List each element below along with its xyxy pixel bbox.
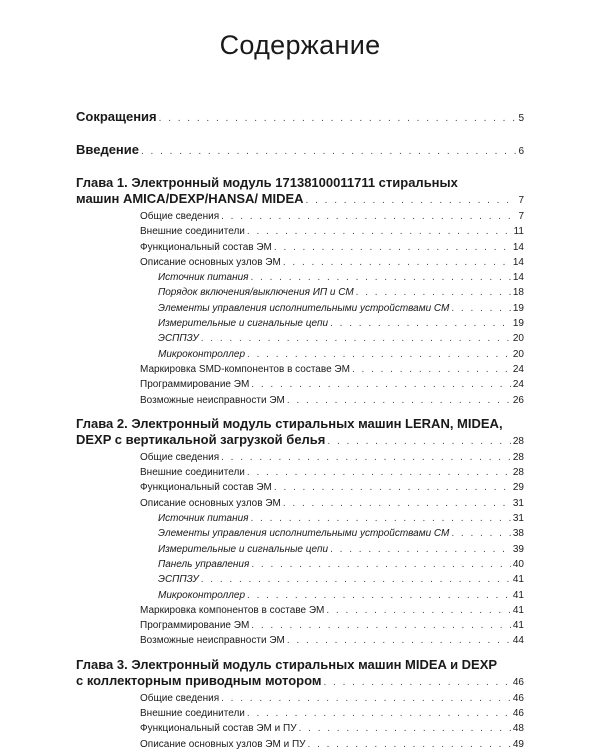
toc-entry-title: Маркировка компонентов в составе ЭМ	[140, 604, 325, 616]
toc-entry-page-number: 40	[512, 558, 524, 570]
toc-entry-page-number: 28	[512, 451, 524, 463]
toc-entry-page-number: 6	[518, 146, 524, 157]
dot-leader	[250, 511, 510, 526]
toc-subsection[interactable]	[76, 450, 524, 465]
dot-leader	[247, 588, 511, 603]
toc-entry-page-number: 14	[512, 256, 524, 268]
toc-entry-page-number: 28	[512, 435, 524, 447]
toc-subsection[interactable]	[76, 633, 524, 648]
page-title: Содержание	[219, 30, 381, 60]
dot-leader	[327, 434, 510, 450]
dot-leader	[283, 496, 511, 511]
dot-leader	[299, 721, 511, 736]
toc-subsection[interactable]	[76, 255, 524, 270]
toc-subsubsection[interactable]	[76, 526, 524, 541]
dot-leader	[247, 224, 512, 239]
toc-entry-page-number: 29	[512, 482, 524, 494]
toc-entry-title: Сокращения	[76, 109, 157, 124]
toc-subsubsection[interactable]	[76, 557, 524, 572]
toc-entry-title: Описание основных узлов ЭМ	[140, 497, 281, 509]
toc-subsubsection[interactable]	[76, 316, 524, 331]
toc-entry-page-number: 24	[512, 379, 524, 391]
toc-entry-title: Микроконтроллер	[158, 589, 246, 601]
toc-entry-title: Введение	[76, 142, 139, 157]
dot-leader	[247, 706, 511, 721]
toc-chapter[interactable]	[76, 175, 524, 209]
toc-entry-title: Программирование ЭМ	[140, 620, 250, 632]
toc-entry-title: Внешние соединители	[140, 226, 245, 238]
toc-entry-title: Описание основных узлов ЭМ	[140, 256, 281, 268]
toc-entry-page-number: 41	[512, 574, 524, 586]
dot-leader	[251, 618, 511, 633]
toc-section[interactable]	[76, 142, 524, 160]
toc-subsection[interactable]	[76, 706, 524, 721]
toc-entry-page-number: 24	[512, 363, 524, 375]
toc-entry-page-number: 20	[512, 348, 524, 360]
toc-subsection[interactable]	[76, 377, 524, 392]
toc-subsection[interactable]	[76, 393, 524, 408]
dot-leader	[221, 450, 511, 465]
dot-leader	[251, 377, 511, 392]
dot-leader	[250, 270, 510, 285]
toc-entry-title: Порядок включения/выключения ИП и СМ	[158, 287, 354, 299]
toc-entry-page-number: 14	[512, 272, 524, 284]
dot-leader	[287, 393, 511, 408]
toc-entry-title: ЭСППЗУ	[158, 574, 199, 586]
dot-leader	[356, 285, 511, 300]
toc-entry-title: машин AMICA/DEXP/HANSA/ MIDEA	[76, 191, 304, 206]
dot-leader	[306, 193, 517, 209]
toc-subsubsection[interactable]	[76, 572, 524, 587]
toc-entry-title: Элементы управления исполнительными устройствами СМ	[158, 302, 450, 314]
toc-entry-page-number: 46	[512, 692, 524, 704]
dot-leader	[247, 347, 511, 362]
toc-entry-page-number: 18	[512, 287, 524, 299]
toc-entry-title: ЭСППЗУ	[158, 333, 199, 345]
toc-entry-title-line1: Глава 1. Электронный модуль 17138100011711 стиральных	[76, 175, 458, 190]
toc-subsubsection[interactable]	[76, 542, 524, 557]
toc-subsubsection[interactable]	[76, 511, 524, 526]
toc-entry-title: Панель управления	[158, 558, 250, 570]
toc-subsubsection[interactable]	[76, 347, 524, 362]
dot-leader	[330, 542, 511, 557]
toc-entry-title: Возможные неисправности ЭМ	[140, 394, 285, 406]
toc-entry-title: Общие сведения	[140, 451, 220, 463]
toc-entry-page-number: 11	[513, 226, 524, 238]
toc-entry-title: DEXP с вертикальной загрузкой белья	[76, 431, 326, 447]
toc-entry-page-number: 26	[512, 394, 524, 406]
toc-subsection[interactable]	[76, 362, 524, 377]
toc-entry-title: Внешние соединители	[140, 467, 245, 479]
dot-leader	[247, 465, 511, 480]
toc-entry-title-line1: Глава 2. Электронный модуль стиральных машин LERAN, MIDEA,	[76, 415, 503, 431]
toc-entry-title: Возможные неисправности ЭМ	[140, 635, 285, 647]
toc-subsubsection[interactable]	[76, 285, 524, 300]
dot-leader	[283, 255, 511, 270]
toc-section[interactable]	[76, 109, 524, 127]
dot-leader	[251, 557, 511, 572]
toc-entry-page-number: 19	[512, 302, 524, 314]
toc-entry-title: Измерительные и сигнальные цепи	[158, 543, 329, 555]
toc-entry-page-number: 44	[512, 635, 524, 647]
toc-entry-page-number: 19	[512, 318, 524, 330]
toc-entry-page-number: 14	[512, 241, 524, 253]
dot-leader	[201, 331, 511, 346]
toc-entry-title: Функциональный состав ЭМ и ПУ	[140, 723, 297, 735]
toc-chapter[interactable]	[76, 416, 524, 450]
toc-entry-title: Общие сведения	[140, 211, 220, 222]
dot-leader	[141, 144, 516, 160]
toc-subsection[interactable]	[76, 465, 524, 480]
toc-entry-page-number: 41	[512, 604, 524, 616]
toc-subsection[interactable]	[76, 240, 524, 255]
toc-entry-title: Функциональный состав ЭМ	[140, 482, 272, 494]
toc-entry-page-number: 48	[512, 723, 524, 735]
toc-entry-title: Источник питания	[158, 513, 249, 525]
toc-entry-title: Внешние соединители	[140, 708, 245, 720]
toc-chapter[interactable]	[76, 657, 524, 691]
toc-subsection[interactable]	[76, 721, 524, 736]
dot-leader	[159, 111, 517, 127]
dot-leader	[451, 301, 511, 316]
toc-entry-title: Измерительные и сигнальные цепи	[158, 318, 329, 330]
dot-leader	[323, 675, 510, 691]
toc-subsubsection[interactable]	[76, 270, 524, 285]
toc-subsection[interactable]	[76, 480, 524, 495]
dot-leader	[330, 316, 511, 331]
dot-leader	[221, 209, 516, 224]
toc-entry-page-number: 20	[512, 333, 524, 345]
toc-subsubsection[interactable]	[76, 331, 524, 346]
table-of-contents	[76, 109, 524, 752]
toc-entry-page-number: 28	[512, 467, 524, 479]
toc-entry-page-number: 5	[518, 113, 524, 124]
dot-leader	[274, 240, 511, 255]
toc-subsection[interactable]	[76, 209, 524, 224]
toc-entry-title: Программирование ЭМ	[140, 379, 250, 391]
toc-entry-title-line1: Глава 3. Электронный модуль стиральных машин MIDEA и DEXP	[76, 656, 498, 672]
dot-leader	[352, 362, 511, 377]
toc-entry-page-number: 41	[512, 620, 524, 632]
toc-entry-title: Общие сведения	[140, 692, 220, 704]
dot-leader	[221, 691, 511, 706]
toc-subsubsection[interactable]	[76, 301, 524, 316]
toc-entry-title: Функциональный состав ЭМ	[140, 241, 272, 253]
toc-entry-page-number: 39	[512, 543, 524, 555]
toc-entry-title: с коллекторным приводным мотором	[76, 672, 322, 688]
toc-entry-title: Маркировка SMD-компонентов в составе ЭМ	[140, 363, 350, 375]
dot-leader	[451, 526, 511, 541]
dot-leader	[274, 480, 511, 495]
toc-entry-page-number: 31	[512, 497, 524, 509]
dot-leader	[326, 603, 511, 618]
toc-entry-page-number: 38	[512, 528, 524, 540]
toc-entry-page-number: 49	[512, 738, 524, 750]
toc-subsection[interactable]	[76, 691, 524, 706]
toc-subsection[interactable]	[76, 496, 524, 511]
toc-entry-page-number: 31	[512, 513, 524, 525]
dot-leader	[287, 633, 511, 648]
toc-subsection[interactable]	[76, 603, 524, 618]
toc-entry-page-number: 46	[512, 676, 524, 688]
toc-subsubsection[interactable]	[76, 588, 524, 603]
toc-entry-title: Описание основных узлов ЭМ и ПУ	[140, 738, 306, 750]
toc-entry-title: Источник питания	[158, 272, 249, 284]
toc-entry-page-number: 46	[512, 708, 524, 720]
toc-subsection[interactable]	[76, 224, 524, 239]
toc-entry-title: Микроконтроллер	[158, 348, 246, 360]
toc-entry-page-number: 41	[512, 589, 524, 601]
dot-leader	[201, 572, 511, 587]
toc-entry-page-number: 7	[518, 195, 524, 206]
toc-entry-page-number: 7	[518, 211, 524, 222]
toc-entry-title: Элементы управления исполнительными устройствами СМ	[158, 528, 450, 540]
toc-subsection[interactable]	[76, 618, 524, 633]
